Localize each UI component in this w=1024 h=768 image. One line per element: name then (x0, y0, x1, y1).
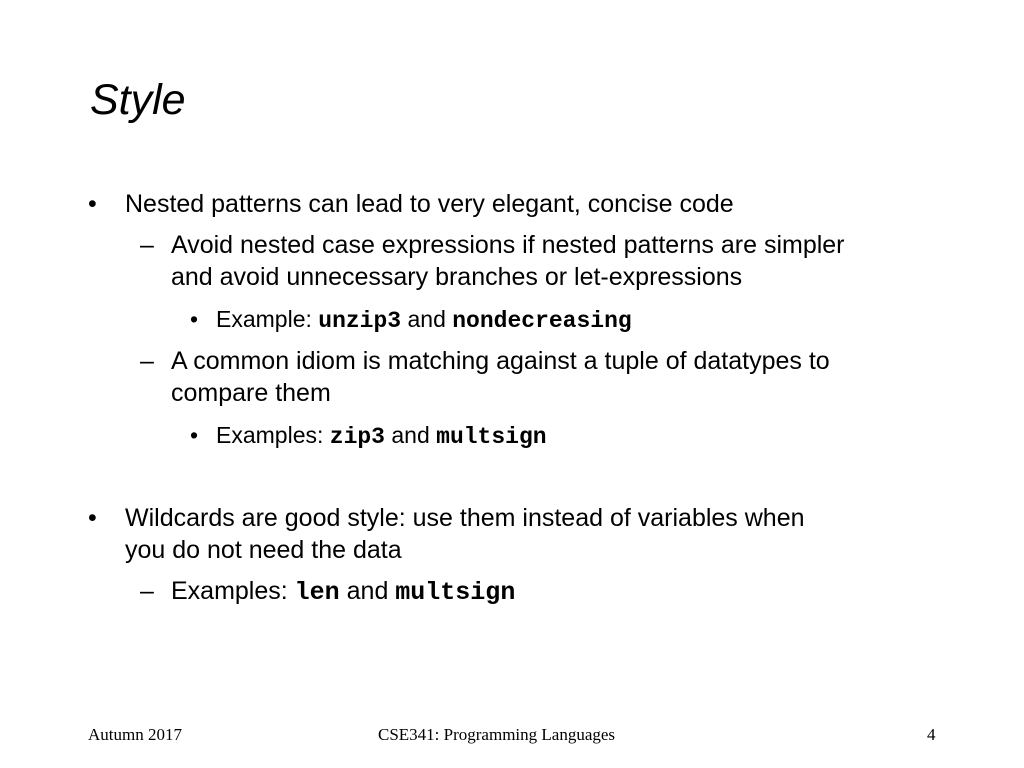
example-bullet-marker: • (190, 306, 199, 332)
bullet-marker: • (88, 504, 97, 532)
code-zip3: zip3 (329, 424, 385, 450)
sub-bullet-text-line: compare them (171, 379, 331, 407)
example-prefix: Example: (216, 306, 319, 332)
code-multsign: multsign (395, 578, 516, 607)
code-unzip3: unzip3 (318, 308, 402, 334)
sub-bullet-text-line: and avoid unnecessary branches or let-expressions (171, 263, 743, 291)
example-prefix: Examples: (171, 577, 295, 605)
sub-bullet-marker: – (140, 577, 154, 605)
slide-title: Style (90, 76, 186, 124)
code-nondecreasing: nondecreasing (452, 308, 632, 334)
footer-date: Autumn 2017 (88, 725, 182, 744)
sub-bullet-text-line: Avoid nested case expressions if nested patterns are simpler (171, 231, 845, 259)
code-multsign: multsign (436, 424, 547, 450)
code-len: len (294, 578, 340, 607)
example-prefix: Examples: (216, 422, 330, 448)
bullet-marker: • (88, 190, 97, 218)
example-conjunction: and (339, 577, 396, 605)
example-line (216, 304, 632, 336)
sub-bullet-marker: – (140, 347, 154, 375)
slide-number: 4 (927, 725, 936, 744)
footer-course: CSE341: Programming Languages (378, 725, 616, 744)
example-bullet-marker: • (190, 422, 199, 448)
example-line (216, 420, 547, 452)
bullet-text-line: Wildcards are good style: use them instead of variables when (125, 504, 805, 532)
sub-bullet-line (171, 575, 515, 609)
sub-bullet-marker: – (140, 231, 154, 259)
sub-bullet-text-line: A common idiom is matching against a tuple of datatypes to (171, 347, 830, 375)
bullet-text: Nested patterns can lead to very elegant, concise code (125, 190, 734, 218)
example-conjunction: and (384, 422, 437, 448)
example-conjunction: and (401, 306, 453, 332)
bullet-text-line: you do not need the data (125, 536, 402, 564)
